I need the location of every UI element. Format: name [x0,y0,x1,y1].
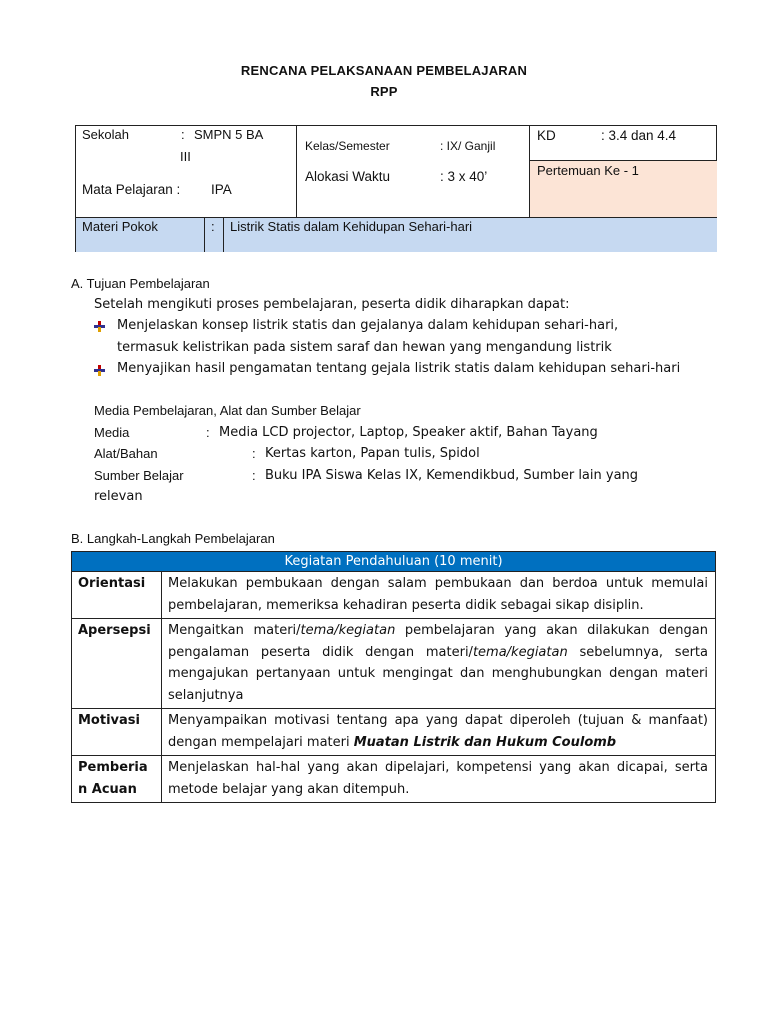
sekolah-colon: : [181,127,185,142]
kelas-value: : IX/ Ganjil [440,139,496,153]
alat-label: Alat/Bahan [94,446,158,461]
table-row [72,572,716,619]
alokasi-value: : 3 x 40’ [440,169,488,184]
mapel-label: Mata Pelajaran : [82,182,181,197]
sekolah-value-2: III [180,149,191,164]
row-label: Apersepsi [72,619,162,709]
section-a-intro: Setelah mengikuti proses pembelajaran, peserta didik diharapkan dapat: [94,297,570,312]
steps-table [71,551,716,803]
doc-subtitle: RPP [370,84,398,99]
kelas-label: Kelas/Semester [305,139,390,153]
media-value: Media LCD projector, Laptop, Speaker aktif, Bahan Tayang [219,425,598,440]
row-label: Pemberia n Acuan [72,756,162,803]
sumber-value-2: relevan [94,489,143,504]
alokasi-label: Alokasi Waktu [305,169,391,184]
objective-1-line-1: Menjelaskan konsep listrik statis dan gejalanya dalam kehidupan sehari-hari, [117,318,619,333]
sumber-colon: : [252,468,256,483]
arrow-bullet-icon [94,365,104,375]
kd-value: : 3.4 dan 4.4 [601,128,677,143]
materi-label: Materi Pokok [82,219,158,234]
materi-value: Listrik Statis dalam Kehidupan Sehari-hari [230,219,473,234]
row-label: Orientasi [72,572,162,619]
doc-title: RENCANA PELAKSANAAN PEMBELAJARAN [240,63,528,78]
sekolah-value: SMPN 5 BA [194,127,264,142]
objective-1-line-2: termasuk kelistrikan pada sistem saraf dan hewan yang mengandung listrik [117,340,612,355]
mapel-value: IPA [211,182,232,197]
pertemuan-label: Pertemuan Ke - 1 [537,163,639,178]
row-text: Menjelaskan hal-hal yang akan dipelajari, kompetensi yang akan dicapai, serta metode belajar yang akan ditempuh. [162,756,716,803]
alat-colon: : [252,446,256,461]
media-colon: : [206,425,210,440]
media-label: Media [94,425,130,440]
sumber-value: Buku IPA Siswa Kelas IX, Kemendikbud, Sumber lain yang [265,468,639,483]
table-row [72,619,716,709]
kd-label: KD [537,128,556,143]
row-label: Motivasi [72,709,162,756]
section-b-heading: B. Langkah-Langkah Pembelajaran [71,531,275,546]
materi-colon: : [211,219,215,234]
arrow-bullet-icon [94,321,104,331]
row-text: Melakukan pembukaan dengan salam pembukaan dan berdoa untuk memulai pembelajaran, memeriksa kehadiran peserta didik sebagai sikap disiplin. [162,572,716,619]
sekolah-label: Sekolah [82,127,129,142]
header-table [75,125,717,252]
row-text: Menyampaikan motivasi tentang apa yang dapat diperoleh (tujuan & manfaat) dengan mempelajari materi Muatan Listrik dan Hukum Coulomb [162,709,716,756]
media-heading: Media Pembelajaran, Alat dan Sumber Belajar [94,403,361,418]
row-text: Mengaitkan materi/tema/kegiatan pembelajaran yang akan dilakukan dengan pengalaman peserta didik dengan materi/tema/kegiatan sebelumnya, serta mengajukan pertanyaan untuk mengingat dan menghubungkan dengan materi selanjutnya [162,619,716,709]
objective-2: Menyajikan hasil pengamatan tentang gejala listrik statis dalam kehidupan sehari-hari [117,361,681,376]
table-row [72,709,716,756]
table-row [72,756,716,803]
table-head: Kegiatan Pendahuluan (10 menit) [72,552,716,572]
sumber-label: Sumber Belajar [94,468,184,483]
section-a-heading: A. Tujuan Pembelajaran [71,276,210,291]
alat-value: Kertas karton, Papan tulis, Spidol [265,446,480,461]
